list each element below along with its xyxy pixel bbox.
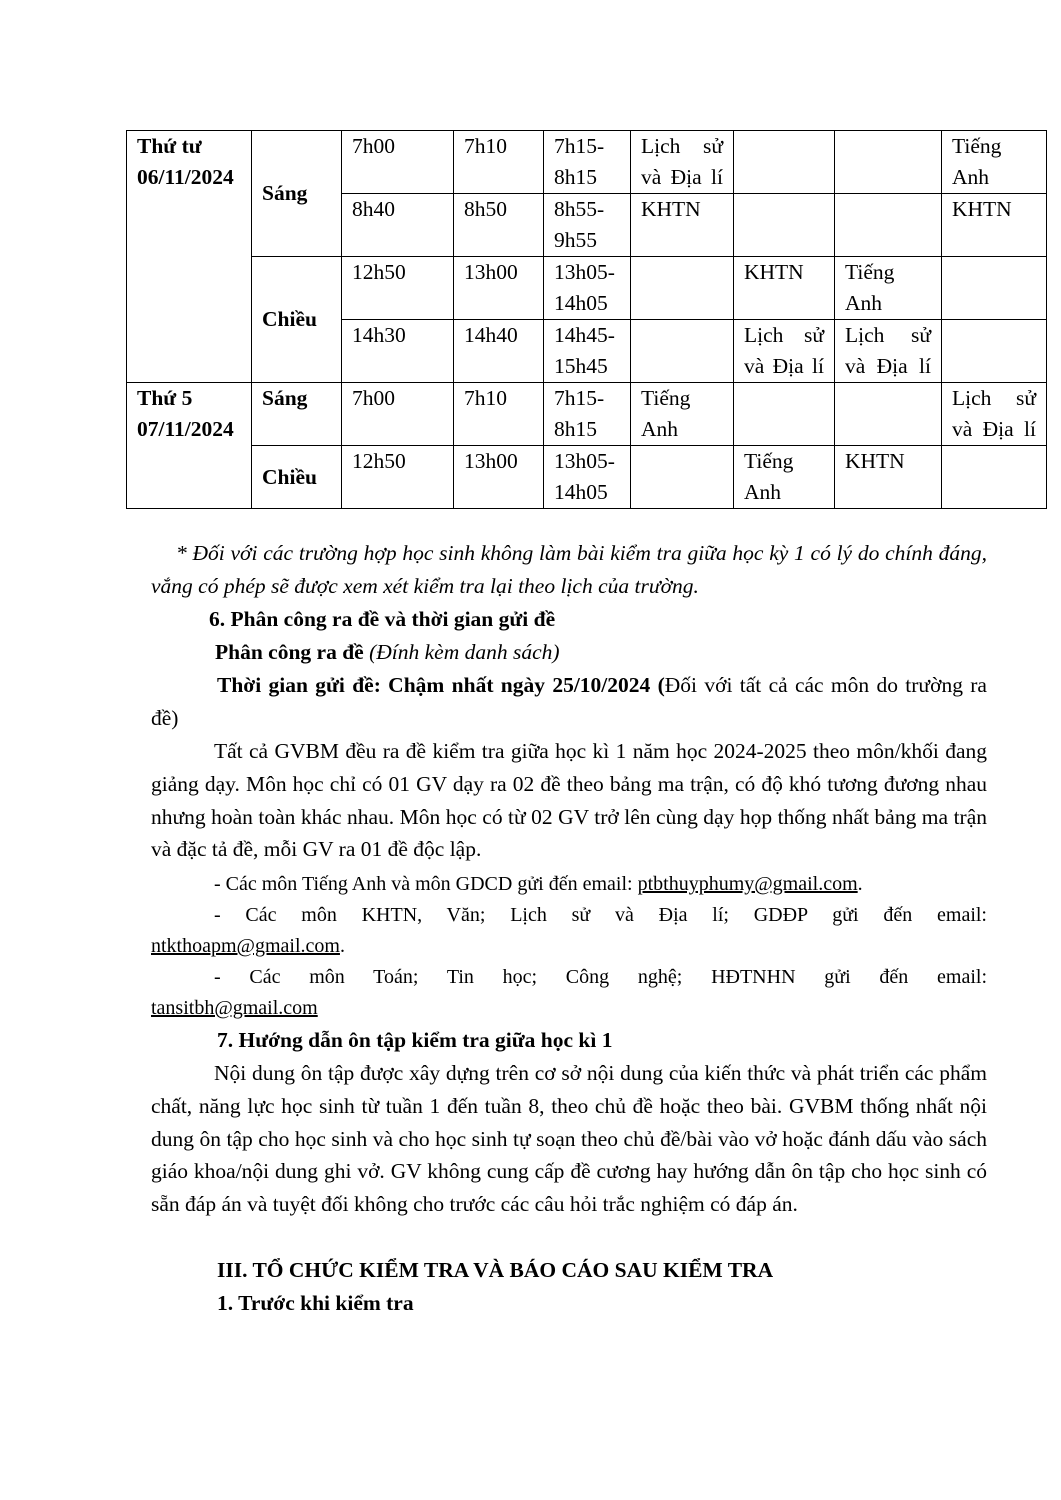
- time-range-cell: 13h05- 14h05: [544, 446, 631, 509]
- table-row: [127, 383, 1047, 446]
- table-row: [127, 257, 1047, 320]
- subject-cell: [734, 194, 835, 257]
- subject-cell: KHTN: [835, 446, 942, 509]
- session-cell: Sáng: [252, 131, 342, 257]
- subject-cell: [631, 320, 734, 383]
- exam-schedule-table: [126, 130, 1047, 509]
- subject-cell: Tiếng Anh: [835, 257, 942, 320]
- time-cell: 14h40: [454, 320, 544, 383]
- email-link-2[interactable]: ntkthoapm@gmail.com: [151, 935, 340, 957]
- subject-cell: [835, 194, 942, 257]
- section-6-heading: 6. Phân công ra đề và thời gian gửi đề: [209, 607, 556, 631]
- time-range-cell: 7h15- 8h15: [544, 131, 631, 194]
- time-cell: 7h10: [454, 131, 544, 194]
- deadline-label: Thời gian gửi đề: Chậm nhất ngày 25/10/2024 (: [217, 673, 665, 697]
- table-row: [127, 131, 1047, 194]
- email-line-2-text: - Các môn KHTN, Văn; Lịch sử và Địa lí; GDĐP gửi đến email:: [214, 904, 987, 926]
- subject-cell: [942, 446, 1047, 509]
- subject-cell: KHTN: [631, 194, 734, 257]
- subject-cell: Lịch sử và Địa lí: [734, 320, 835, 383]
- subject-cell: [734, 383, 835, 446]
- time-range-cell: 14h45- 15h45: [544, 320, 631, 383]
- email-line-2: [151, 930, 987, 963]
- time-cell: 8h40: [342, 194, 454, 257]
- section-6-paragraph: Tất cả GVBM đều ra đề kiểm tra giữa học kì 1 năm học 2024-2025 theo môn/khối đang giảng dạy. Môn học chỉ có 01 GV dạy ra 02 đề theo bảng ma trận, có độ khó tương đương nhau nhưng hoàn toàn khác nhau. Môn học có từ 02 GV trở lên cùng dạy họp thống nhất bảng ma trận và đặc tả đề, mỗi GV ra 01 đề độc lập.: [151, 739, 987, 862]
- day-cell: Thứ 5 07/11/2024: [127, 383, 252, 509]
- time-cell: 8h50: [454, 194, 544, 257]
- deadline-note: Đối với tất cả các môn do trường ra đề): [151, 673, 987, 730]
- subject-cell: [942, 320, 1047, 383]
- absence-note: * Đối với các trường hợp học sinh không làm bài kiểm tra giữa học kỳ 1 có lý do chính đáng, vắng có phép sẽ được xem xét kiểm tra lại theo lịch của trường.: [151, 541, 987, 598]
- time-cell: 7h00: [342, 131, 454, 194]
- day-cell: Thứ tư 06/11/2024: [127, 131, 252, 383]
- subject-cell: [942, 257, 1047, 320]
- section-3-heading: III. TỔ CHỨC KIỂM TRA VÀ BÁO CÁO SAU KIỂM TRA: [217, 1258, 774, 1282]
- subject-cell: [631, 446, 734, 509]
- session-cell: Chiều: [252, 257, 342, 383]
- section-7-paragraph: Nội dung ôn tập được xây dựng trên cơ sở nội dung của kiến thức và phát triển các phẩm chất, năng lực học sinh từ tuần 1 đến tuần 8, theo chủ đề hoặc theo bài. GVBM thống nhất nội dung ôn tập cho học sinh và cho học sinh tự soạn theo chủ đề/bài vào vở hoặc đánh dấu vào sách giáo khoa/nội dung ghi vở. GV không cung cấp đề cương hay hướng dẫn ôn tập cho học sinh có sẵn đáp án và tuyệt đối không cho trước các câu hỏi trắc nghiệm có đáp án.: [151, 1061, 987, 1217]
- email-link-3[interactable]: tansitbh@gmail.com: [151, 997, 318, 1019]
- time-cell: 12h50: [342, 257, 454, 320]
- time-range-cell: 8h55- 9h55: [544, 194, 631, 257]
- subject-cell: [835, 383, 942, 446]
- assign-label: Phân công ra đề: [215, 640, 364, 664]
- subject-cell: KHTN: [734, 257, 835, 320]
- time-cell: 14h30: [342, 320, 454, 383]
- time-cell: 12h50: [342, 446, 454, 509]
- subject-cell: Tiếng Anh: [734, 446, 835, 509]
- subject-cell: Lịch sử và Địa lí: [631, 131, 734, 194]
- subject-cell: Tiếng Anh: [631, 383, 734, 446]
- subject-cell: [631, 257, 734, 320]
- deadline-paragraph: [151, 669, 987, 735]
- session-cell: Chiều: [252, 446, 342, 509]
- assign-note: (Đính kèm danh sách): [369, 640, 560, 664]
- session-cell: Sáng: [252, 383, 342, 446]
- section-3-sub-1: 1. Trước khi kiểm tra: [217, 1291, 414, 1315]
- email-line-2-end: .: [339, 935, 345, 957]
- subject-cell: Tiếng Anh: [942, 131, 1047, 194]
- table-row: [127, 446, 1047, 509]
- email-link-1[interactable]: ptbthuyphumy@gmail.com: [637, 873, 858, 895]
- subject-cell: [734, 131, 835, 194]
- time-range-cell: 13h05- 14h05: [544, 257, 631, 320]
- email-line-1-text: - Các môn Tiếng Anh và môn GDCD gửi đến email:: [214, 873, 638, 895]
- subject-cell: [835, 131, 942, 194]
- time-cell: 7h10: [454, 383, 544, 446]
- time-cell: 13h00: [454, 446, 544, 509]
- subject-cell: Lịch sử và Địa lí: [835, 320, 942, 383]
- section-7-heading: 7. Hướng dẫn ôn tập kiểm tra giữa học kì 1: [217, 1028, 613, 1052]
- time-cell: 7h00: [342, 383, 454, 446]
- subject-cell: KHTN: [942, 194, 1047, 257]
- time-range-cell: 7h15- 8h15: [544, 383, 631, 446]
- subject-cell: Lịch sử và Địa lí: [942, 383, 1047, 446]
- email-line-1-end: .: [857, 873, 863, 895]
- email-line-3-text: - Các môn Toán; Tin học; Công nghệ; HĐTNHN gửi đến email:: [214, 966, 987, 988]
- email-line-3: [151, 992, 987, 1025]
- time-cell: 13h00: [454, 257, 544, 320]
- assign-line: [151, 636, 987, 669]
- email-line-1: [151, 868, 987, 901]
